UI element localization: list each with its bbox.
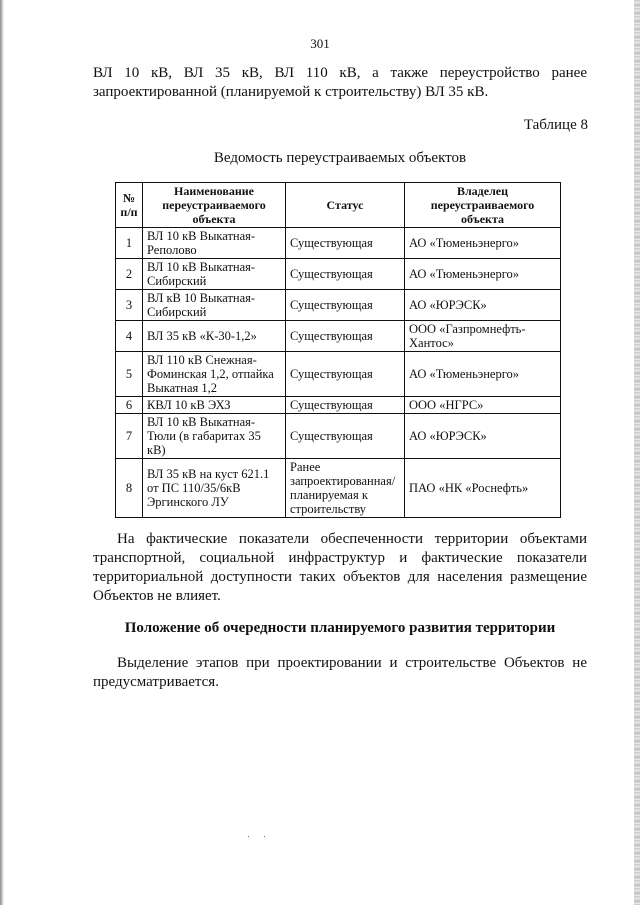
scan-edge-right <box>634 0 640 905</box>
stages-paragraph: Выделение этапов при проектировании и строительстве Объектов не предусматривается. <box>93 655 587 690</box>
row-owner: АО «Тюменьэнерго» <box>405 352 561 397</box>
row-name: ВЛ 10 кВ Выкатная-Реполово <box>143 228 286 259</box>
objects-table <box>115 182 561 518</box>
infrastructure-paragraph: На фактические показатели обеспеченности территории объектами транспортной, социальной инфраструктур и фактические показатели территориальной доступности таких объектов для населения размещение Объектов не влияет. <box>93 531 587 604</box>
table-row <box>116 228 561 259</box>
table-row <box>116 414 561 459</box>
table-title: Ведомость переустраиваемых объектов <box>213 150 467 166</box>
row-status: Существующая <box>286 321 405 352</box>
header-status: Статус <box>286 183 405 228</box>
table-caption: Таблице 8 <box>523 117 588 133</box>
row-num: 8 <box>116 459 143 518</box>
row-num: 3 <box>116 290 143 321</box>
row-name: КВЛ 10 кВ ЭХЗ <box>143 397 286 414</box>
row-owner: ПАО «НК «Роснефть» <box>405 459 561 518</box>
table-row <box>116 459 561 518</box>
row-num: 6 <box>116 397 143 414</box>
section-heading: Положение об очередности планируемого развития территории <box>124 620 556 636</box>
row-status: Существующая <box>286 352 405 397</box>
scan-speck <box>248 836 249 837</box>
table-row <box>116 321 561 352</box>
header-owner: Владелец переустраиваемого объекта <box>405 183 561 228</box>
header-num: № п/п <box>116 183 143 228</box>
row-owner: АО «Тюменьэнерго» <box>405 259 561 290</box>
row-status: Существующая <box>286 259 405 290</box>
scan-speck <box>264 836 265 837</box>
row-owner: ООО «НГРС» <box>405 397 561 414</box>
row-status: Существующая <box>286 290 405 321</box>
row-num: 5 <box>116 352 143 397</box>
row-owner: ООО «Газпромнефть-Хантос» <box>405 321 561 352</box>
header-name: Наименование переустраиваемого объекта <box>143 183 286 228</box>
row-name: ВЛ 35 кВ «К-30-1,2» <box>143 321 286 352</box>
table-row <box>116 259 561 290</box>
row-num: 2 <box>116 259 143 290</box>
row-owner: АО «ЮРЭСК» <box>405 414 561 459</box>
row-owner: АО «Тюменьэнерго» <box>405 228 561 259</box>
row-owner: АО «ЮРЭСК» <box>405 290 561 321</box>
row-status: Существующая <box>286 228 405 259</box>
table-row <box>116 397 561 414</box>
row-status: Ранее запроектированная/ планируемая к строительству <box>286 459 405 518</box>
intro-paragraph: ВЛ 10 кВ, ВЛ 35 кВ, ВЛ 110 кВ, а также переустройство ранее запроектированной (планируемой к строительству) ВЛ 35 кВ. <box>93 65 587 100</box>
scan-edge-left <box>0 0 4 905</box>
row-name: ВЛ 35 кВ на куст 621.1 от ПС 110/35/6кВ Эргинского ЛУ <box>143 459 286 518</box>
table-header-row <box>116 183 561 228</box>
row-name: ВЛ 10 кВ Выкатная-Сибирский <box>143 259 286 290</box>
row-num: 4 <box>116 321 143 352</box>
row-name: ВЛ 110 кВ Снежная-Фоминская 1,2, отпайка Выкатная 1,2 <box>143 352 286 397</box>
row-status: Существующая <box>286 397 405 414</box>
table-row <box>116 290 561 321</box>
row-num: 7 <box>116 414 143 459</box>
row-name: ВЛ 10 кВ Выкатная-Тюли (в габаритах 35 кВ) <box>143 414 286 459</box>
table-row <box>116 352 561 397</box>
row-num: 1 <box>116 228 143 259</box>
row-name: ВЛ кВ 10 Выкатная-Сибирский <box>143 290 286 321</box>
page-number: 301 <box>310 36 330 51</box>
row-status: Существующая <box>286 414 405 459</box>
